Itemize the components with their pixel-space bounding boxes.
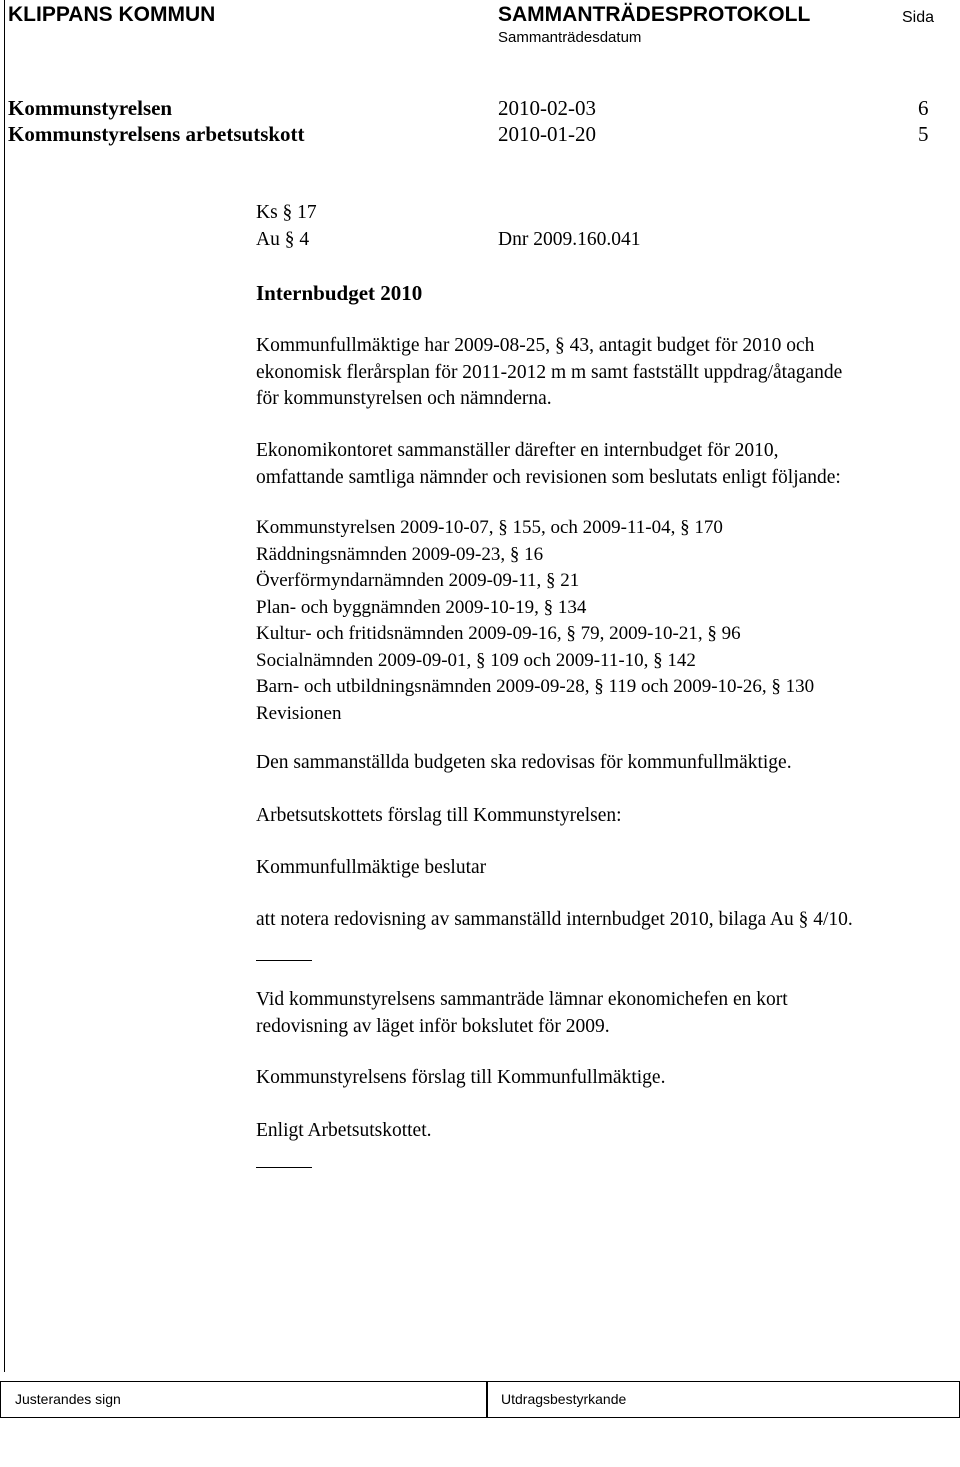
ks-reference: Ks § 17 [256,202,317,223]
text-line: Ekonomikontoret sammanställer därefter en internbudget för 2010, [256,440,779,461]
list-item: Kommunstyrelsen 2009-10-07, § 155, och 2009-11-04, § 170 [256,517,723,538]
meeting-date-2: 2010-01-20 [498,122,596,146]
left-margin-rule [4,0,5,1372]
page-label: Sida [902,9,935,26]
list-item: Plan- och byggnämnden 2009-10-19, § 134 [256,596,587,618]
au-reference: Au § 4 [256,229,310,250]
list-item: Socialnämnden 2009-09-01, § 109 och 2009-11-10, § 142 [256,649,696,671]
list-item: Överförmyndarnämnden 2009-09-11, § 21 [256,570,580,591]
document-title: Internbudget 2010 [256,281,423,305]
closing-text: Enligt Arbetsutskottet. [256,1120,432,1141]
document-type: SAMMANTRÄDESPROTOKOLL [498,3,811,26]
text-line: för kommunstyrelsen och nämnderna. [256,388,552,409]
meeting-page-2: 5 [918,122,929,146]
meeting-body-1: Kommunstyrelsen [8,96,173,120]
footer-divider [486,1382,488,1417]
text-line: ekonomisk flerårsplan för 2011-2012 m m samt fastställt uppdrag/åtagande [256,361,843,383]
meeting-page-1: 6 [918,96,929,120]
dnr-reference: Dnr 2009.160.041 [498,229,641,250]
meeting-body-2: Kommunstyrelsens arbetsutskott [8,122,305,146]
list-item: Räddningsnämnden 2009-09-23, § 16 [256,543,544,565]
ks-proposal-text: Kommunstyrelsens förslag till Kommunfullmäktige. [256,1067,666,1088]
statement-text: Den sammanställda budgeten ska redovisas för kommunfullmäktige. [256,752,792,773]
text-line: omfattande samtliga nämnder och revisionen som beslutats enligt följande: [256,466,841,488]
list-item: Barn- och utbildningsnämnden 2009-09-28, § 119 och 2009-10-26, § 130 [256,676,815,697]
justerandes-sign-label: Justerandes sign [15,1391,121,1407]
meeting-date-1: 2010-02-03 [498,96,596,120]
meeting-date-label: Sammanträdesdatum [498,29,642,46]
text-line: Kommunfullmäktige har 2009-08-25, § 43, antagit budget för 2010 och [256,335,815,356]
organization-name: KLIPPANS KOMMUN [8,3,216,26]
proposal-heading: Arbetsutskottets förslag till Kommunstyrelsen: [256,805,622,826]
separator-rule [256,1167,312,1168]
list-item: Kultur- och fritidsnämnden 2009-09-16, § 79, 2009-10-21, § 96 [256,623,741,644]
paragraph-budget-adopted [256,333,956,413]
paragraph-internal-budget [256,438,956,491]
list-item: Revisionen [256,702,342,724]
separator-rule [256,960,312,961]
signature-footer [0,1381,960,1418]
decision-text: att notera redovisning av sammanställd internbudget 2010, bilaga Au § 4/10. [256,909,853,930]
utdragsbestyrkande-label: Utdragsbestyrkande [501,1391,627,1407]
text-line: redovisning av läget inför bokslutet för 2009. [256,1015,610,1037]
decisions-list [256,515,956,727]
decision-heading: Kommunfullmäktige beslutar [256,857,487,878]
paragraph-final-accounts [256,987,956,1040]
text-line: Vid kommunstyrelsens sammanträde lämnar ekonomichefen en kort [256,989,788,1010]
